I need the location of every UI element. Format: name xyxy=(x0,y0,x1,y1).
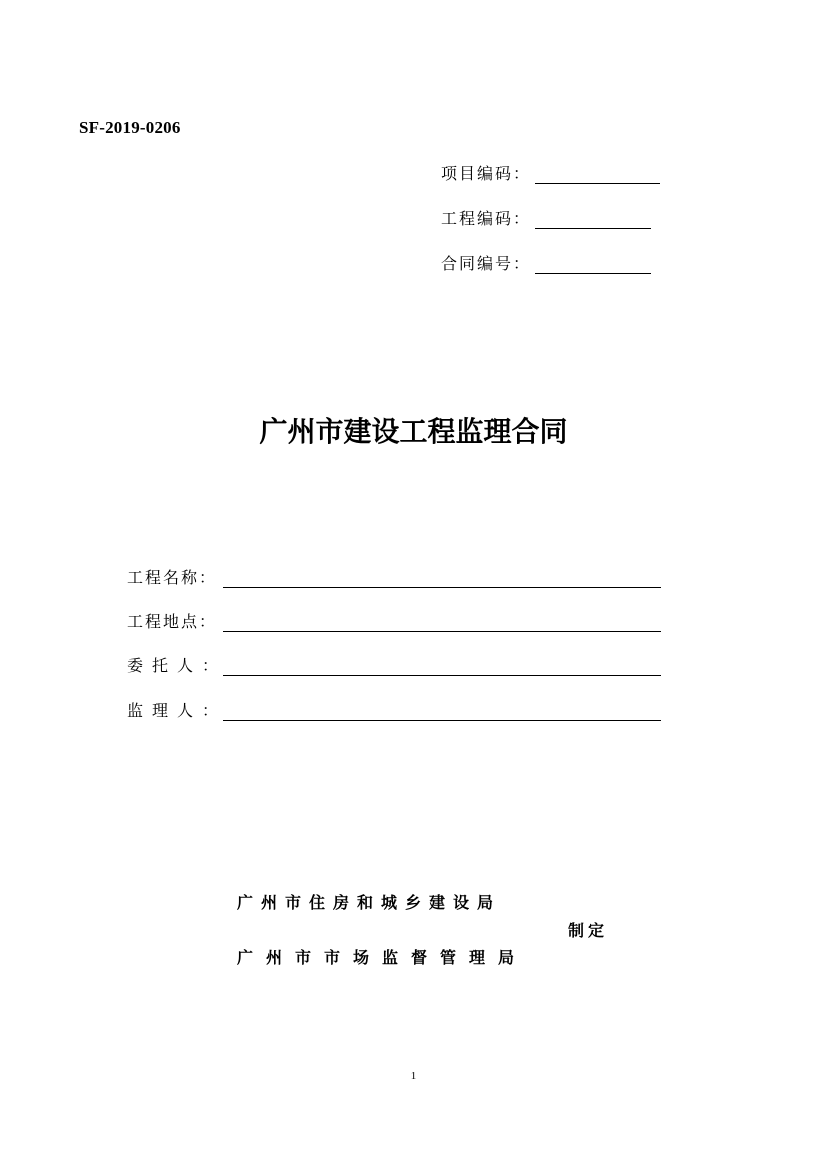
engineering-code-field xyxy=(441,205,651,229)
engineering-code-line[interactable] xyxy=(535,208,651,229)
project-name-label: 工程名称： xyxy=(127,568,218,587)
supervisor-line[interactable] xyxy=(223,702,661,721)
document-code: SF-2019-0206 xyxy=(79,118,181,137)
contract-number-line[interactable] xyxy=(535,253,651,274)
contract-number-field xyxy=(441,250,651,274)
client-line[interactable] xyxy=(223,657,661,676)
project-code-label: 项目编码： xyxy=(441,164,532,183)
enact-label: 制定 xyxy=(568,921,609,940)
supervisor-label: 监理人： xyxy=(127,701,228,720)
document-title: 广州市建设工程监理合同 xyxy=(259,415,568,448)
project-location-line[interactable] xyxy=(223,613,661,632)
issuer-housing-bureau: 广州市住房和城乡建设局 xyxy=(237,893,502,912)
issuer-market-bureau: 广州市市场监督管理局 xyxy=(237,948,528,967)
supervisor-field xyxy=(127,695,661,721)
page-number: 1 xyxy=(410,1070,417,1082)
client-field xyxy=(127,650,661,676)
project-code-field xyxy=(441,160,660,184)
project-location-field xyxy=(127,606,661,632)
project-name-field xyxy=(127,562,661,588)
project-name-line[interactable] xyxy=(223,569,661,588)
engineering-code-label: 工程编码： xyxy=(441,209,532,228)
client-label: 委托人： xyxy=(127,656,228,675)
project-location-label: 工程地点： xyxy=(127,612,218,631)
project-code-line[interactable] xyxy=(535,163,660,184)
contract-number-label: 合同编号： xyxy=(441,254,532,273)
